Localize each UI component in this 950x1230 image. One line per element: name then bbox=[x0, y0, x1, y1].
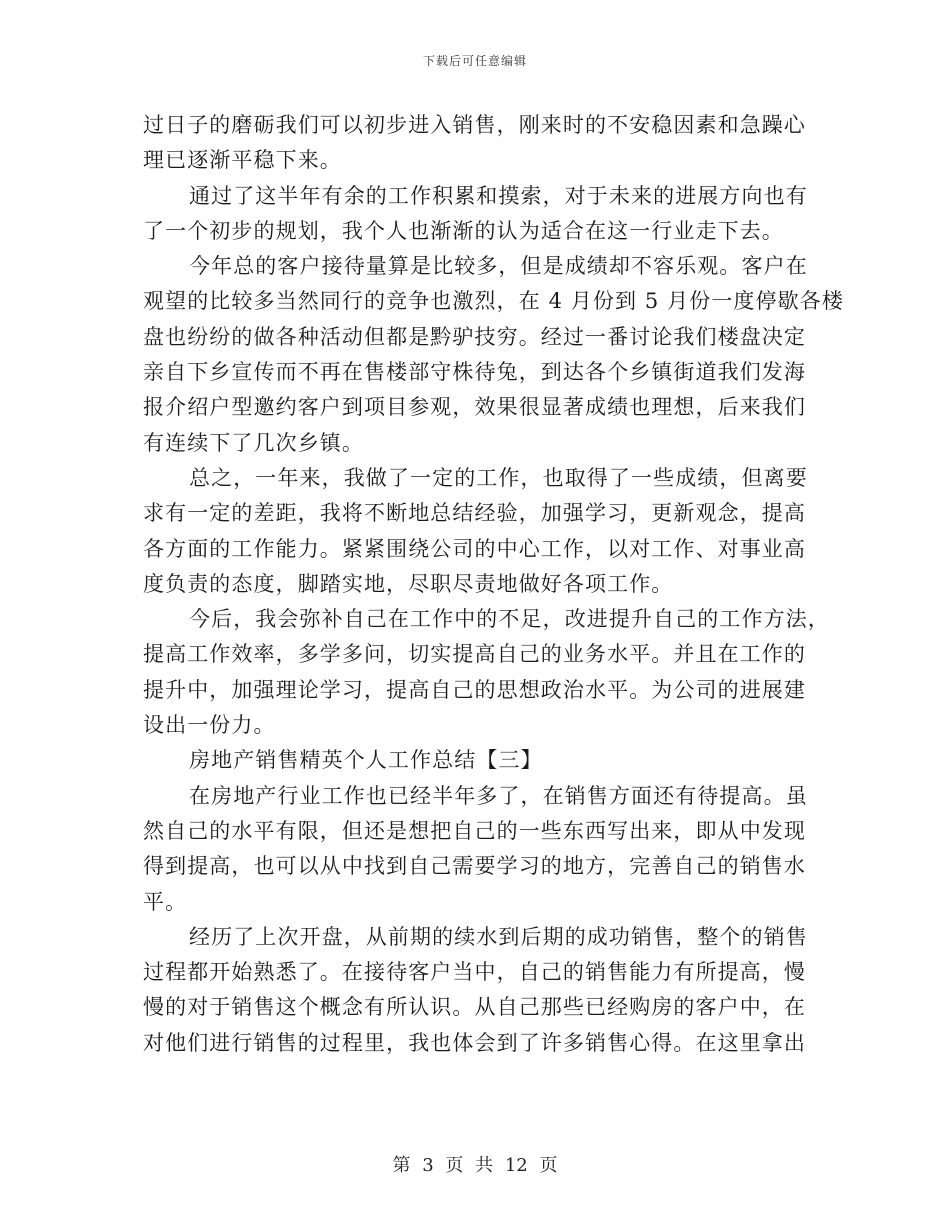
text-line: 了一个初步的规划，我个人也渐渐的认为适合在这一行业走下去。 bbox=[143, 218, 784, 243]
paragraph-first-line: 在房地产行业工作也已经半年多了，在销售方面还有待提高。虽 bbox=[189, 783, 808, 808]
text-line: 盘也纷纷的做各种活动但都是黔驴技穷。经过一番讨论我们楼盘决定 bbox=[143, 324, 806, 349]
text-line: 对他们进行销售的过程里，我也体会到了许多销售心得。在这里拿出 bbox=[143, 1030, 806, 1055]
text-line: 平。 bbox=[143, 889, 188, 914]
text-line: 然自己的水平有限，但还是想把自己的一些东西写出来，即从中发现 bbox=[143, 818, 806, 843]
text-line: 亲自下乡宣传而不再在售楼部守株待兔，到达各个乡镇街道我们发海 bbox=[143, 360, 806, 385]
text-line: 过日子的磨砺我们可以初步进入销售，刚来时的不安稳因素和急躁心 bbox=[143, 113, 806, 137]
paragraph-first-line: 房地产销售精英个人工作总结【三】 bbox=[189, 748, 543, 773]
text-line: 报介绍户型邀约客户到项目参观，效果很显著成绩也理想，后来我们 bbox=[143, 395, 806, 420]
text-line: 设出一份力。 bbox=[143, 713, 276, 738]
paragraph-first-line: 通过了这半年有余的工作积累和摸索，对于未来的进展方向也有 bbox=[189, 183, 808, 208]
text-line: 慢的对于销售这个概念有所认识。从自己那些已经购房的客户中，在 bbox=[143, 995, 806, 1020]
text-line: 度负责的态度，脚踏实地，尽职尽责地做好各项工作。 bbox=[143, 571, 674, 596]
text-line: 提高工作效率，多学多问，切实提高自己的业务水平。并且在工作的 bbox=[143, 642, 806, 667]
page-header: 下载后可任意编辑 bbox=[422, 54, 527, 68]
paragraph-first-line: 经历了上次开盘，从前期的续水到后期的成功销售，整个的销售 bbox=[189, 924, 808, 949]
text-line: 有连续下了几次乡镇。 bbox=[143, 430, 364, 455]
page-number-footer: 第 3 页 共 12 页 bbox=[392, 1155, 558, 1176]
text-line: 理已逐渐平稳下来。 bbox=[143, 148, 342, 173]
text-line: 各方面的工作能力。紧紧围绕公司的中心工作，以对工作、对事业高 bbox=[143, 536, 806, 561]
text-line: 提升中，加强理论学习，提高自己的思想政治水平。为公司的进展建 bbox=[143, 677, 806, 702]
text-line: 求有一定的差距，我将不断地总结经验，加强学习，更新观念，提高 bbox=[143, 501, 806, 526]
text-line: 观望的比较多当然同行的竞争也激烈，在 4 月份到 5 月份一度停歇各楼 bbox=[143, 289, 844, 314]
paragraph-first-line: 今年总的客户接待量算是比较多，但是成绩却不容乐观。客户在 bbox=[189, 254, 808, 279]
text-line: 过程都开始熟悉了。在接待客户当中，自己的销售能力有所提高，慢 bbox=[143, 960, 806, 985]
paragraph-first-line: 今后，我会弥补自己在工作中的不足，改进提升自己的工作方法， bbox=[189, 607, 830, 632]
text-line: 得到提高，也可以从中找到自己需要学习的地方，完善自己的销售水 bbox=[143, 854, 806, 879]
document-body bbox=[143, 108, 844, 1061]
paragraph-first-line: 总之，一年来，我做了一定的工作，也取得了一些成绩，但离要 bbox=[189, 465, 808, 490]
